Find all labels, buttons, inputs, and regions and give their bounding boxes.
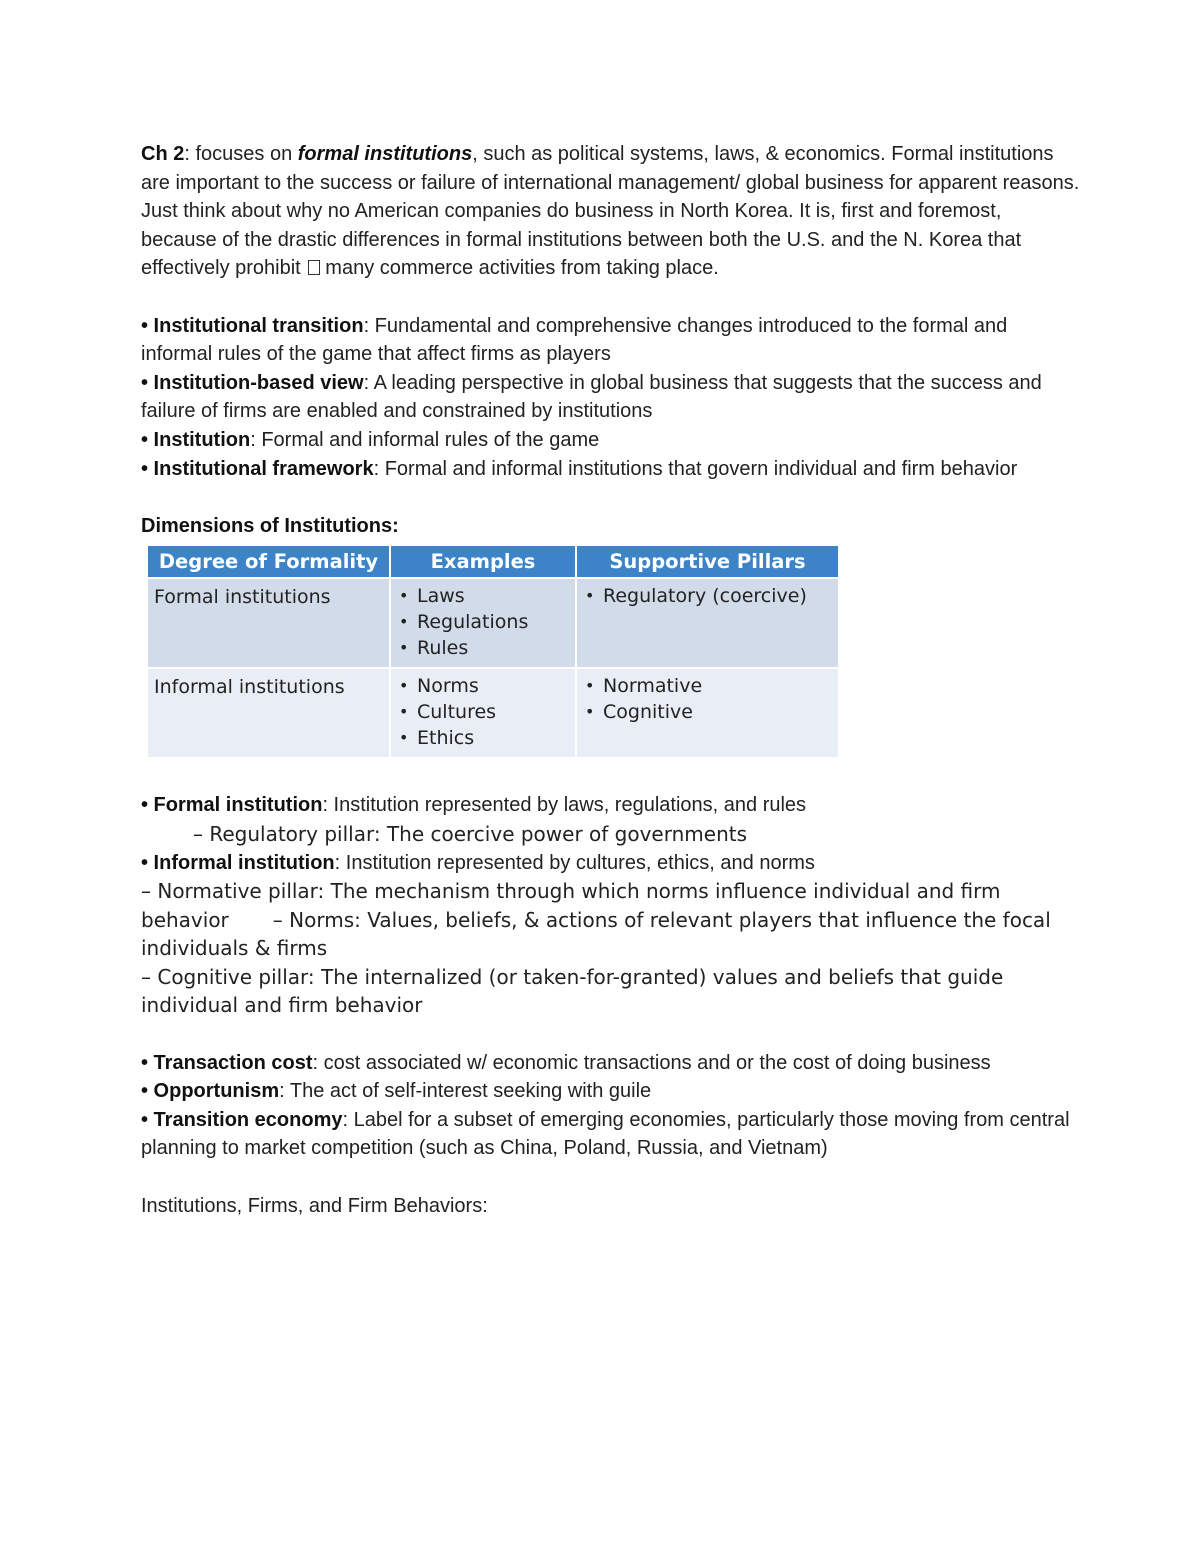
pillars-cell xyxy=(576,578,838,668)
dimensions-heading: Dimensions of Institutions: xyxy=(141,514,399,537)
missing-glyph-icon xyxy=(308,260,320,275)
list-item: • Cultures xyxy=(397,699,569,725)
document-body xyxy=(141,140,1081,1220)
examples-cell xyxy=(390,578,576,668)
examples-cell xyxy=(390,668,576,757)
definition-institutional-transition: • Institutional transition: Fundamental and comprehensive changes introduced to the formal and informal rules of the game that affect firms as players xyxy=(141,314,1008,366)
formal-institutions-emphasis: formal institutions xyxy=(297,143,473,165)
chapter-label: Ch 2 xyxy=(141,143,185,165)
definition-institutional-framework: • Institutional framework: Formal and informal institutions that govern individual and firm behavior xyxy=(141,457,1018,480)
definition-institution: • Institution: Formal and informal rules of the game xyxy=(141,428,600,451)
closing-heading: Institutions, Firms, and Firm Behaviors: xyxy=(141,1194,488,1217)
list-item: • Cognitive xyxy=(583,699,832,725)
formality-cell: Informal institutions xyxy=(148,668,390,757)
header-degree-of-formality: Degree of Formality xyxy=(148,546,390,578)
cognitive-pillar: – Cognitive pillar: The internalized (or taken-for-granted) values and beliefs that guide individual and firm behavior xyxy=(141,964,1004,1018)
intro-paragraph: Ch 2: focuses on formal institutions, such as political systems, laws, & economics. Formal institutions are important to the success or failure of international management/ global business for apparent reasons. Just think about why no American companies do business in North Korea. It is, first and foremost, because of the drastic differences in formal institutions between both the U.S. and the N. Korea that effectively prohibit many commerce activities from taking place. xyxy=(141,143,1080,280)
pillars-cell xyxy=(576,668,838,757)
list-item: • Laws xyxy=(397,583,569,609)
definition-transaction-cost: • Transaction cost: cost associated w/ economic transactions and or the cost of doing business xyxy=(141,1051,991,1074)
header-supportive-pillars: Supportive Pillars xyxy=(576,546,838,578)
list-item: • Regulatory (coercive) xyxy=(583,583,832,609)
regulatory-pillar: – Regulatory pillar: The coercive power of governments xyxy=(193,821,748,846)
dimensions-table xyxy=(148,546,838,757)
definition-institution-based-view: • Institution-based view: A leading perspective in global business that suggests that the success and failure of firms are enabled and constrained by institutions xyxy=(141,371,1042,423)
table-row xyxy=(148,578,838,668)
list-item: • Ethics xyxy=(397,725,569,751)
table-row xyxy=(148,668,838,757)
list-item: • Rules xyxy=(397,635,569,661)
definition-transition-economy: • Transition economy: Label for a subset of emerging economies, particularly those moving from central planning to market competition (such as China, Poland, Russia, and Vietnam) xyxy=(141,1108,1070,1160)
norms-definition: – Norms: Values, beliefs, & actions of relevant players that influence the focal individuals & firms xyxy=(141,907,1051,961)
list-item: • Norms xyxy=(397,673,569,699)
list-item: • Regulations xyxy=(397,609,569,635)
formality-cell: Formal institutions xyxy=(148,578,390,668)
normative-pillar: – Normative pillar: The mechanism through which norms influence individual and firm behavior – Norms: Values, beliefs, & actions of relevant players that influence the focal individuals & firms xyxy=(141,879,1051,961)
definition-informal-institution: • Informal institution: Institution represented by cultures, ethics, and norms xyxy=(141,851,815,874)
table-header-row xyxy=(148,546,838,578)
definition-opportunism: • Opportunism: The act of self-interest seeking with guile xyxy=(141,1080,652,1103)
header-examples: Examples xyxy=(390,546,576,578)
definition-formal-institution: • Formal institution: Institution represented by laws, regulations, and rules xyxy=(141,794,807,817)
list-item: • Normative xyxy=(583,673,832,699)
